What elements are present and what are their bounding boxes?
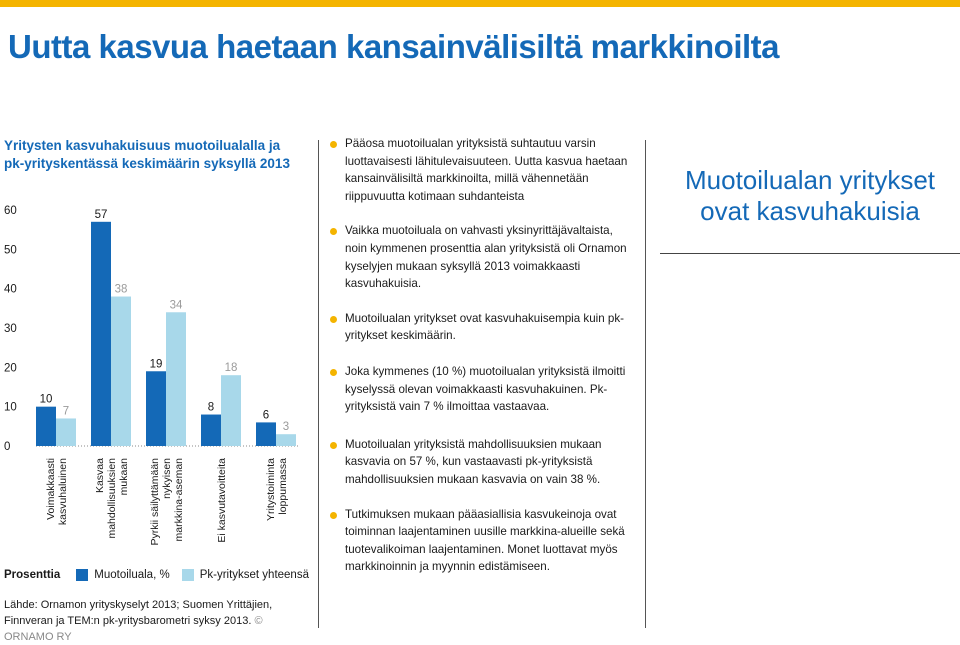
bar bbox=[201, 415, 221, 446]
bar bbox=[91, 222, 111, 446]
y-tick-label: 10 bbox=[4, 401, 17, 414]
legend-swatch-dark bbox=[76, 569, 88, 581]
category-label: mahdollisuuksien bbox=[106, 458, 118, 539]
bullet-dot-icon bbox=[330, 316, 337, 323]
side-heading: Muotoilualan yritykset ovat kasvuhakuisia bbox=[685, 165, 935, 226]
data-label: 10 bbox=[39, 393, 53, 406]
y-tick-label: 20 bbox=[4, 362, 17, 375]
y-tick-label: 0 bbox=[4, 441, 11, 453]
category-label: loppumassa bbox=[277, 458, 289, 515]
category-label: markkina-aseman bbox=[173, 458, 185, 542]
top-accent-bar bbox=[0, 0, 960, 7]
column-divider-left bbox=[318, 140, 319, 628]
bullet-dot-icon bbox=[330, 369, 337, 376]
side-heading-rule bbox=[660, 253, 960, 254]
category-label: mukaan bbox=[118, 458, 130, 496]
data-label: 3 bbox=[282, 421, 290, 434]
copyright: © ORNAMO RY bbox=[4, 615, 263, 643]
bullet-text: Vaikka muotoiluala on vahvasti yksinyrittäjävaltaista, noin kymmenen prosenttia alan yrityksistä oli Ornamon kyselyjen mukaan syksyllä 2013 voimakkaasti kasvuhakuisia. bbox=[345, 224, 627, 291]
legend-text-muotoiluala: Muotoiluala, % bbox=[94, 569, 170, 581]
bar bbox=[56, 418, 76, 446]
page-title: Uutta kasvua haetaan kansainvälisiltä markkinoilta bbox=[8, 28, 780, 65]
bar bbox=[36, 407, 56, 446]
source-text: Lähde: Ornamon yrityskyselyt 2013; Suomen Yrittäjien, Finnveran ja TEM:n pk-yritysbarometri syksy 2013. bbox=[4, 599, 273, 627]
data-label: 57 bbox=[94, 208, 108, 221]
bar bbox=[111, 297, 131, 446]
source-note bbox=[4, 597, 314, 645]
bullet-dot-icon bbox=[330, 228, 337, 235]
y-tick-label: 30 bbox=[4, 323, 17, 335]
data-label: 6 bbox=[262, 409, 270, 422]
data-label: 7 bbox=[62, 405, 70, 418]
data-label: 38 bbox=[114, 283, 128, 296]
category-label: kasvuhaluinen bbox=[57, 458, 69, 526]
legend-text-pk: Pk-yritykset yhteensä bbox=[199, 569, 309, 581]
category-label: Voimakkaasti bbox=[45, 458, 57, 520]
bar bbox=[256, 422, 276, 446]
bullet-list bbox=[330, 135, 630, 576]
bullet-item bbox=[330, 135, 630, 205]
bullet-dot-icon bbox=[330, 141, 337, 148]
bullet-item bbox=[330, 506, 630, 576]
column-divider-right bbox=[645, 140, 646, 628]
chart-legend bbox=[4, 569, 321, 581]
data-label: 19 bbox=[149, 358, 163, 371]
bullet-dot-icon bbox=[330, 512, 337, 519]
category-label: Pyrkii säilyttämään bbox=[149, 458, 161, 546]
bar bbox=[166, 312, 186, 446]
data-label: 34 bbox=[169, 299, 183, 312]
bar bbox=[221, 375, 241, 446]
bullet-text: Pääosa muotoilualan yrityksistä suhtautuu varsin luottavaisesti lähitulevaisuuteen. Uutta kasvua haetaan kansainvälisiltä markkinoilta, millä vähennetään riippuvuutta kotimaan suhdanteista bbox=[345, 137, 628, 203]
bar bbox=[276, 434, 296, 446]
y-tick-label: 60 bbox=[4, 205, 17, 217]
y-tick-label: 40 bbox=[4, 283, 17, 296]
category-label: Yritystoiminta bbox=[265, 458, 277, 522]
bar bbox=[146, 371, 166, 446]
legend-swatch-light bbox=[182, 569, 194, 581]
category-label: Ei kasvutavoitteita bbox=[216, 458, 228, 543]
bullet-item bbox=[330, 310, 630, 345]
y-tick-label: 50 bbox=[4, 244, 17, 257]
bullet-text: Joka kymmenes (10 %) muotoilualan yrityksistä ilmoitti kyselyssä olevan voimakkaasti kasvuhakuinen. Pk-yrityksistä vain 7 % ilmoittaa vastaavaa. bbox=[345, 364, 626, 414]
bullet-text: Muotoilualan yritykset ovat kasvuhakuisempia kuin pk-yritykset keskimäärin. bbox=[345, 311, 625, 343]
bullet-item bbox=[330, 363, 630, 416]
chart-title: Yritysten kasvuhakuisuus muotoilualalla ja pk-yrityskentässä keskimäärin syksyllä 2013 bbox=[4, 138, 290, 171]
bullet-item bbox=[330, 436, 630, 489]
category-label: Kasvaa bbox=[94, 458, 106, 494]
bar-chart bbox=[0, 190, 310, 565]
legend-item-muotoiluala bbox=[76, 569, 169, 581]
bullet-dot-icon bbox=[330, 442, 337, 449]
data-label: 8 bbox=[207, 401, 215, 414]
bullet-item bbox=[330, 222, 630, 292]
legend-label: Prosenttia bbox=[4, 569, 61, 581]
bullet-text: Muotoilualan yrityksistä mahdollisuuksien mukaan kasvavia on 57 %, kun vastaavasti pk-yrityksistä mahdollisuuksien mukaan kasvavia on vain 38 %. bbox=[345, 437, 602, 486]
legend-item-pk bbox=[182, 569, 309, 581]
data-label: 18 bbox=[224, 362, 238, 375]
bullet-text: Tutkimuksen mukaan pääasiallisia kasvukeinoja ovat toiminnan laajentaminen uusille markkina-alueille sekä tuotevalikoiman laajentaminen. Monet luottavat myös markkinoinnin ja myynnin edistämiseen. bbox=[345, 507, 625, 574]
category-label: nykyisen bbox=[161, 458, 173, 499]
